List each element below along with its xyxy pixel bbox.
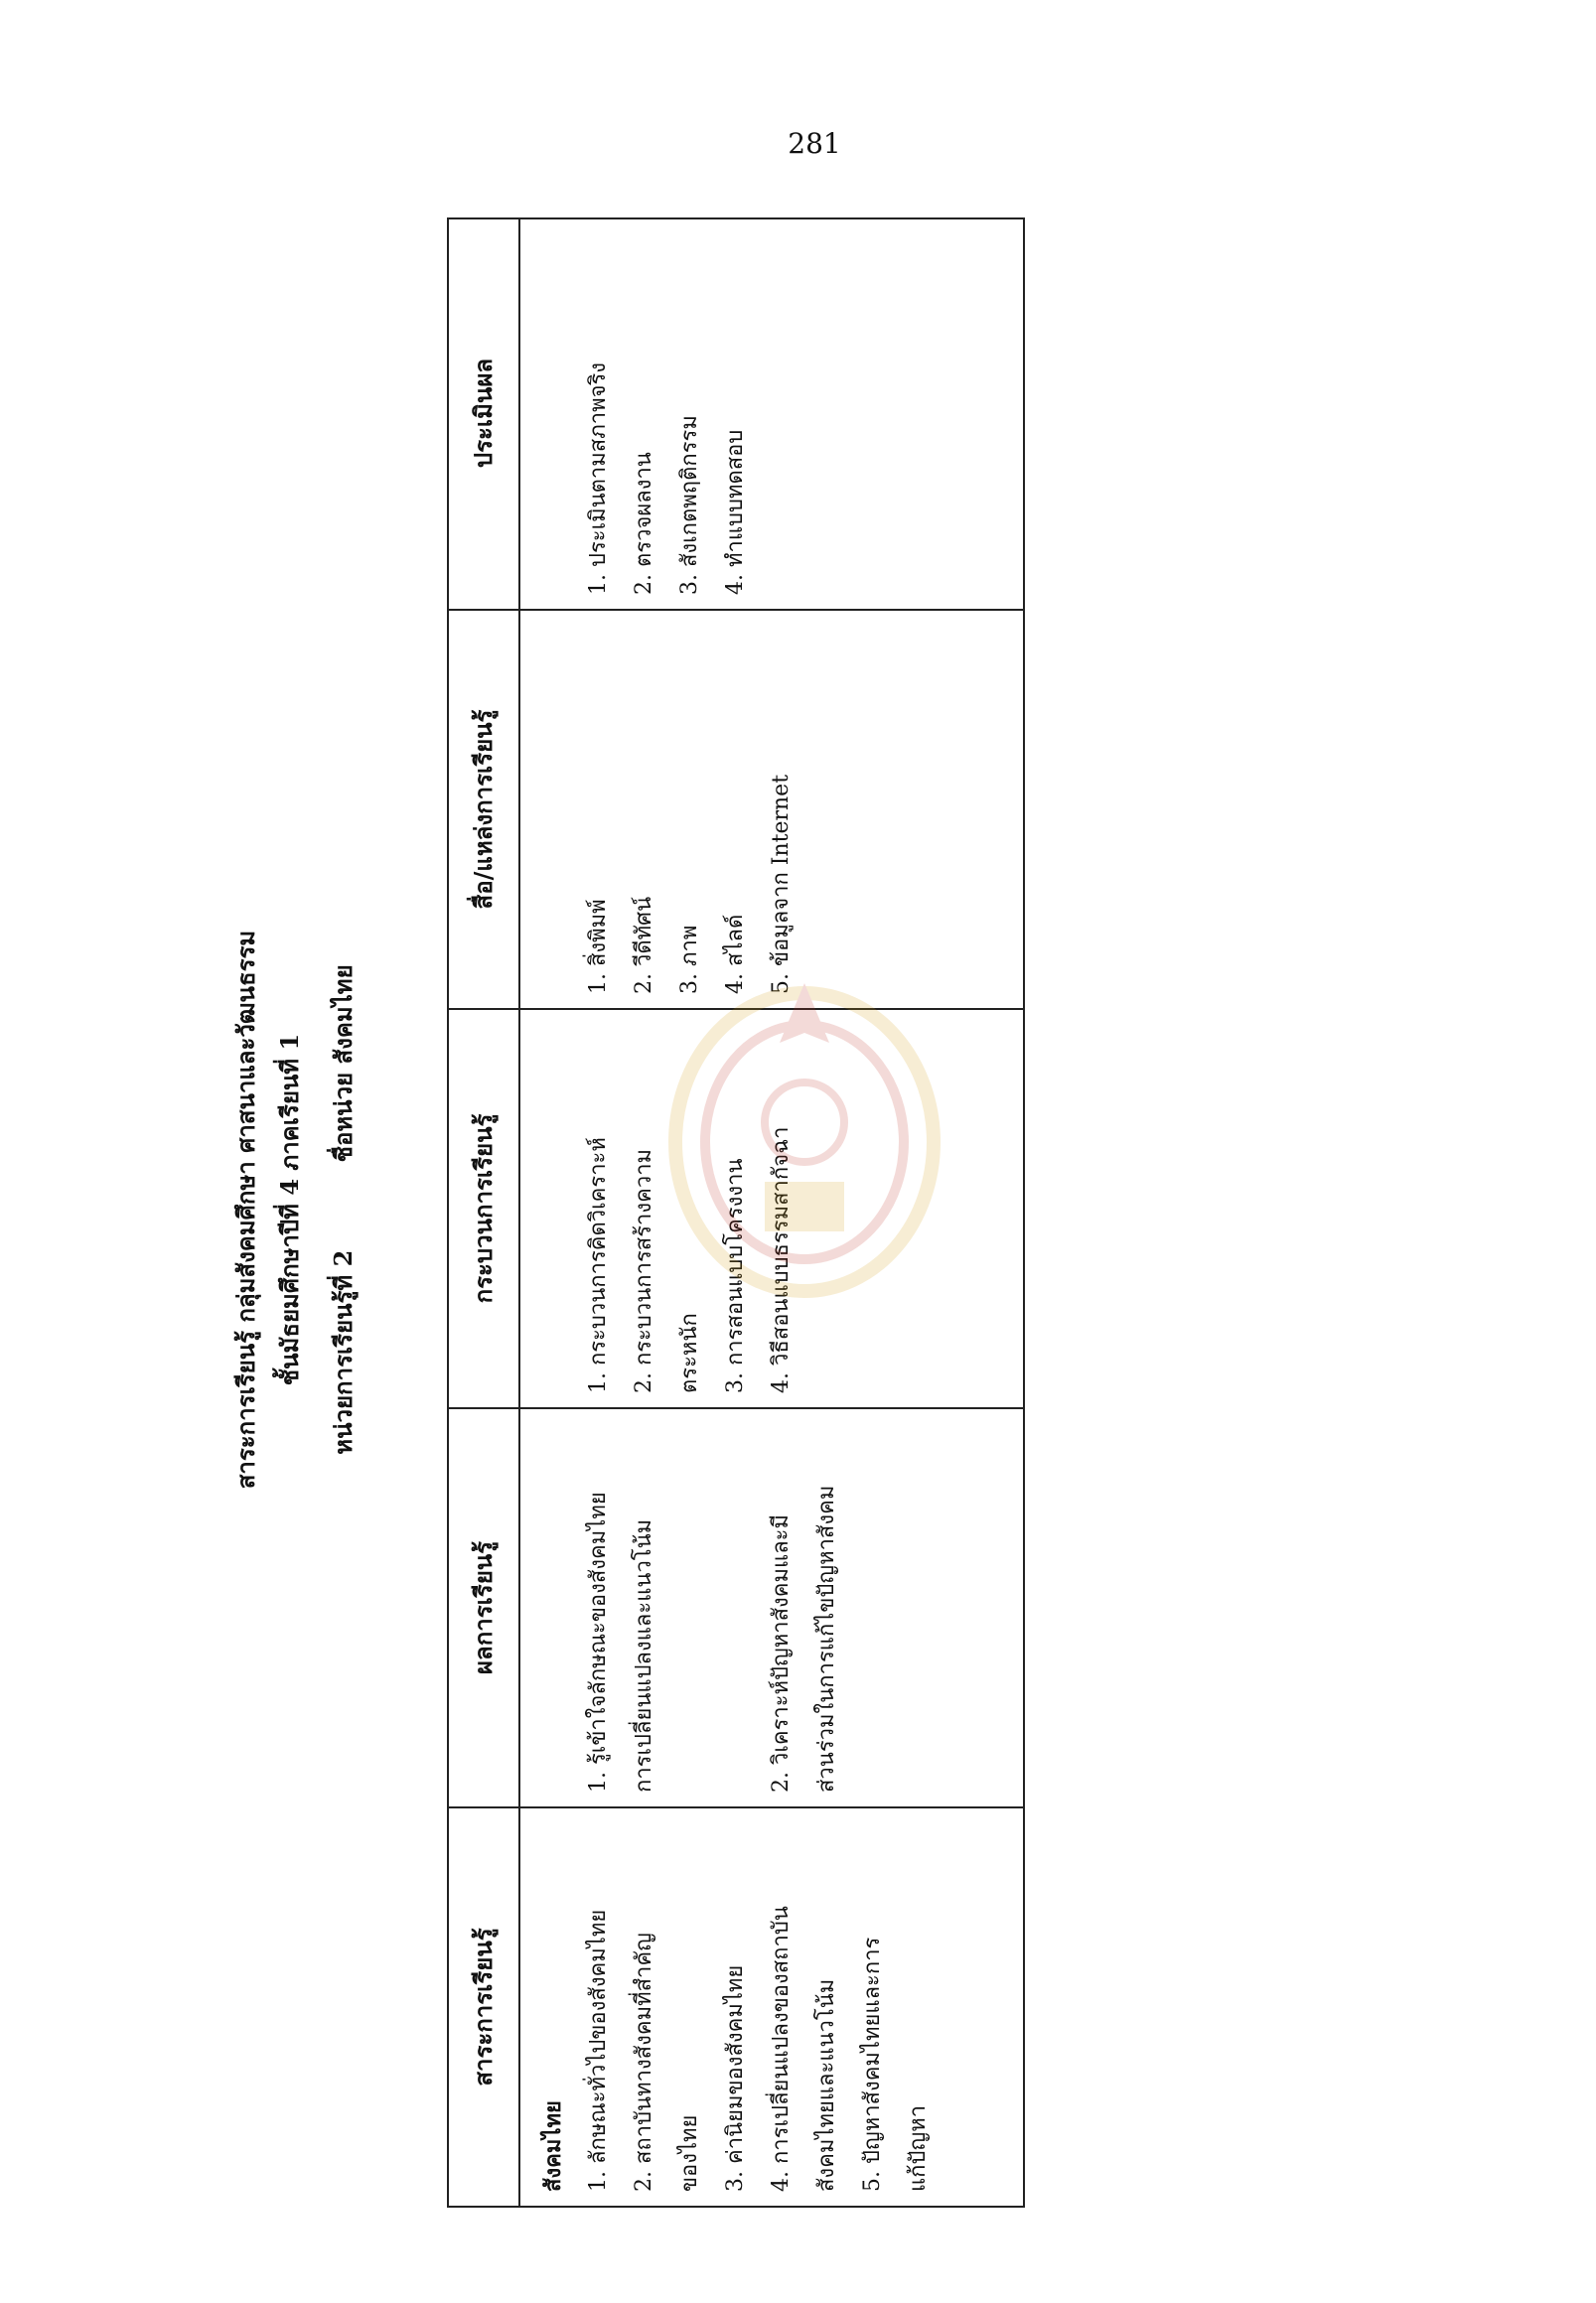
evaluation-line: 2. ตรวจผลงาน <box>632 452 656 595</box>
content-line: 2. สถาบันทางสังคมที่สำคัญ <box>632 1933 656 2192</box>
process-line: ตระหนัก <box>677 1313 702 1393</box>
content-line: 5. ปัญหาสังคมไทยและการ <box>860 1937 885 2192</box>
cell-evaluation <box>520 217 1023 609</box>
header-line-3 <box>324 212 363 2208</box>
content-line: 3. ค่านิยมของสังคมไทย <box>723 1964 748 2192</box>
process-line: 4. วิธีสอนแบบธรรมสากัจฉา <box>769 1126 794 1393</box>
document-header <box>213 212 441 2208</box>
process-line: 1. กระบวนการคิดวิเคราะห์ <box>586 1137 611 1393</box>
outcome-line: 2. วิเคราะห์ปัญหาสังคมและมี <box>769 1514 794 1793</box>
media-line: 3. ภาพ <box>677 925 702 994</box>
outcome-line: 1. รู้เข้าใจลักษณะของสังคมไทย <box>586 1492 611 1793</box>
content-line: ของไทย <box>677 2114 702 2192</box>
col-header-process: กระบวนการเรียนรู้ <box>469 1113 498 1304</box>
process-line: 2. กระบวนการสร้างความ <box>632 1148 656 1393</box>
cell-process <box>520 1010 1023 1407</box>
evaluation-line: 3. สังเกตพฤติกรรม <box>677 415 702 595</box>
learning-table <box>447 217 1025 2208</box>
evaluation-line: 1. ประเมินตามสภาพจริง <box>586 361 611 595</box>
evaluation-line: 4. ทำแบบทดสอบ <box>723 429 748 595</box>
col-header-outcomes: ผลการเรียนรู้ <box>469 1540 498 1675</box>
content-line: 4. การเปลี่ยนแปลงของสถาบัน <box>769 1906 794 2192</box>
col-header-media: สื่อ/แหล่งการเรียนรู้ <box>469 709 498 910</box>
content-heading: สังคมไทย <box>540 2100 566 2192</box>
cell-content <box>520 1808 1023 2206</box>
col-header-content: สาระการเรียนรู้ <box>469 1928 498 2087</box>
content-line: สังคมไทยและแนวโน้ม <box>814 1978 839 2192</box>
content-line: 1. ลักษณะทั่วไปของสังคมไทย <box>586 1909 611 2192</box>
col-header-evaluation: ประเมินผล <box>469 358 498 469</box>
process-line: 3. การสอนแบบโครงงาน <box>723 1158 748 1393</box>
media-line: 1. สิ่งพิมพ์ <box>586 899 611 994</box>
cell-outcomes <box>520 1409 1023 1806</box>
media-line: 5. ข้อมูลจาก Internet <box>769 774 794 994</box>
header-line-2: ชั้นมัธยมศึกษาปีที่ 4 ภาคเรียนที่ 1 <box>275 1033 304 1386</box>
unit-label: หน่วยการเรียนรู้ที่ 2 <box>329 1249 358 1455</box>
page-number: 281 <box>788 127 841 160</box>
header-line-1: สาระการเรียนรู้ กลุ่มสังคมศึกษา ศาสนาและวัฒนธรรม <box>231 930 260 1490</box>
media-line: 2. วีดีทัศน์ <box>632 896 656 994</box>
outcome-line: การเปลี่ยนแปลงและแนวโน้ม <box>632 1518 656 1793</box>
table-header-row <box>449 219 520 2206</box>
media-line: 4. สไลด์ <box>723 914 748 994</box>
content-line: แก้ปัญหา <box>906 2104 931 2192</box>
rotated-content <box>213 212 1027 2208</box>
cell-media <box>520 611 1023 1008</box>
outcome-line: ส่วนร่วมในการแก้ไขปัญหาสังคม <box>814 1485 839 1793</box>
unit-name: ชื่อหน่วย สังคมไทย <box>329 964 358 1163</box>
